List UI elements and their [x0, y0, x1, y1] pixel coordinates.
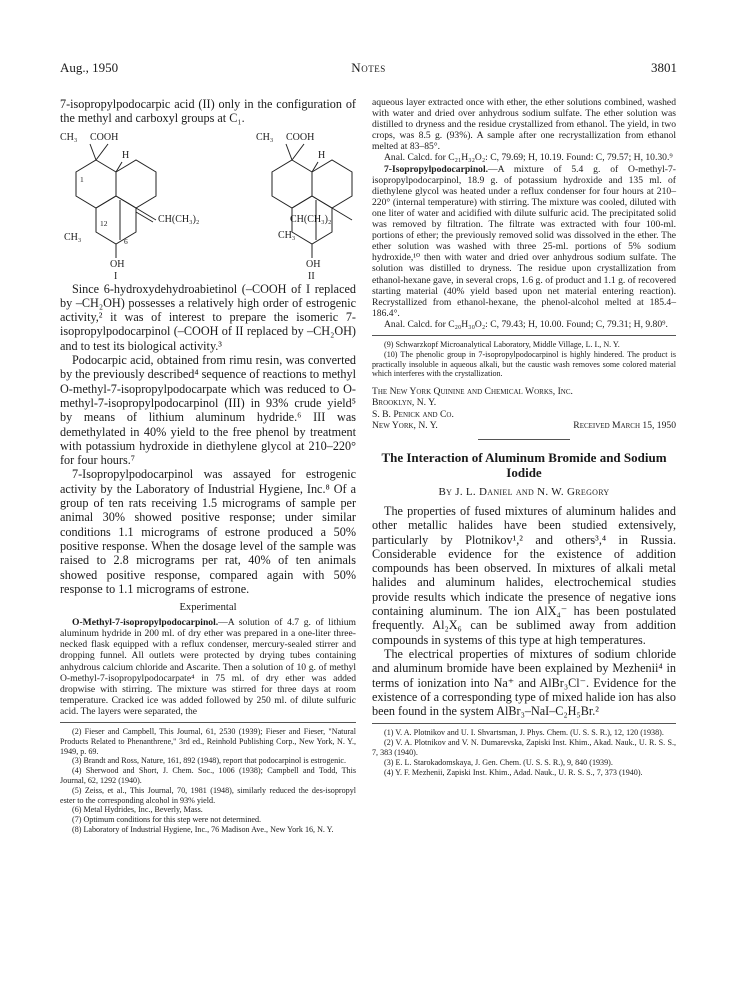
- structure-i-h: H: [122, 149, 130, 161]
- footnotes-left: [60, 727, 356, 835]
- left-column: [60, 97, 356, 835]
- structure-ii-ch3-low: CH₃: [278, 229, 296, 241]
- footnote: (4) Y. F. Mezhenii, Zapiski Inst. Khim., Adad. Nauk., U. R. S. S., 7, 373 (1940).: [384, 767, 643, 777]
- page-header: [60, 60, 677, 76]
- footnote: (3) Brandt and Ross, Nature, 161, 892 (1948), report that podocarpinol is estrogenic.: [72, 756, 347, 766]
- byline: By J. L. Daniel and N. W. Gregory: [438, 485, 610, 498]
- intro-paragraph: 7-isopropylpodocarpic acid (II) only in the configuration of the methyl and carboxyl groups at C₁.: [60, 97, 356, 126]
- footnote: (10) The phenolic group in 7-isopropylpodocarpinol is highly hindered. The product is practically insoluble in aqueous alkali, but the caustic wash removes some colored material which interferes with the crystallization.: [372, 349, 676, 379]
- structure-i-ch3: CH₃: [60, 131, 78, 143]
- structure-i-c6: 6: [124, 236, 128, 246]
- experimental-text-1: —A solution of 4.7 g. of lithium aluminum hydride in 200 ml. of dry ether was prepared in a one-liter three-necked flask equipped with a reflux condenser, mercury-sealed stirrer and dropping funnel. All outlets were protected by drying tubes containing anhydrous calcium chloride and Ascarite. Then a solution of 10 g. of methyl O-methyl-7-isopropylpodocarpate⁴ in 75 ml. of dry ether was added dropwise with stirring. The mixture was stirred for three days at room temperature. Cracked ice was added followed by 250 ml. of dilute sulfuric acid. The layers were separated, the: [60, 617, 356, 717]
- compound-heading-1: O-Methyl-7-isopropylpodocarpinol.: [72, 617, 219, 629]
- compound-heading-2: 7-Isopropylpodocarpinol.: [384, 163, 489, 175]
- footnote: (1) V. A. Plotnikov and U. I. Shvartsman, J. Phys. Chem. (U. S. S. R.), 12, 120 (1938).: [384, 728, 664, 738]
- footnote: (8) Laboratory of Industrial Hygiene, Inc., 76 Madison Ave., New York 16, N. Y.: [72, 824, 334, 834]
- footnote-rule: [372, 723, 676, 724]
- structure-i-c12: 12: [100, 218, 108, 228]
- footnote: (9) Schwarzkopf Microanalytical Laboratory, Middle Village, L. I., N. Y.: [384, 339, 620, 349]
- experimental-paragraph-1: [60, 617, 356, 717]
- structure-ii-ch3: CH₃: [256, 131, 274, 143]
- experimental-text-2: —A mixture of 5.4 g. of O-methyl-7-isopropylpodocarpinol, 18.9 g. of potassium hydroxide and 135 ml. of diethylene glycol was heated under a reflux condenser for four hours at 210–220° (internal temperature) with stirring. The mixture was cooled, diluted with one liter of water and acidified with dilute sulfuric acid. The precipitated solid was removed by filtration. The filtrate was extracted with four 100-ml. portions of ether; the previously removed solid was dissolved in the ether. The ether solution was washed with three 25-ml. portions of 5% sodium hydroxide,¹⁰ then with water and dried over anhydrous sodium sulfate. The solution was distilled to dryness. The residue upon crystallization from ethanol-hexane gave, in several crops, 1.6 g. of product and 1.1 g. of recovered starting material (40% yield based upon net material entering reaction). Recrystallized from ethanol-hexane, the phenol-alcohol melted at 185.4–186.4°.: [372, 163, 676, 319]
- footnote: (3) E. L. Starokadomskaya, J. Gen. Chem. (U. S. S. R.), 9, 840 (1939).: [384, 757, 613, 767]
- affiliation-line: New York, N. Y.: [372, 419, 438, 431]
- article-separator: [478, 439, 570, 440]
- received-date: Received March 15, 1950: [573, 419, 676, 431]
- structure-i-label: I: [114, 270, 118, 282]
- footnote: (6) Metal Hydrides, Inc., Beverly, Mass.: [72, 805, 203, 815]
- footnote-rule: [372, 335, 676, 336]
- footnote: (4) Sherwood and Short, J. Chem. Soc., 1006 (1938); Campbell and Todd, This Journal, 62, 1292 (1940).: [60, 766, 356, 785]
- paragraph-3: 7-Isopropylpodocarpinol was assayed for estrogenic activity by the Laboratory of Industrial Hygiene, Inc.⁸ Of a group of ten rats receiving 1.5 micrograms of sample per animal 30% showed positive response; under similar conditions 1.1 micrograms of estrone produced a 50% positive response. When the dosage level of the sample was raised to 2.8 micrograms per rat, 40% of ten animals showed positive response, compared again with 50% response to 1.1 micrograms of estrone.: [60, 467, 356, 596]
- footnote: (5) Zeiss, et al., This Journal, 70, 1981 (1948), similarly reduced the des-isopropyl ester to the corresponding alcohol in 93% yield.: [60, 785, 356, 805]
- footnote: (7) Optimum conditions for this step were not determined.: [72, 815, 262, 825]
- header-page-number: 3801: [651, 60, 677, 75]
- affiliation-block: [372, 386, 676, 431]
- paragraph-2: Podocarpic acid, obtained from rimu resin, was converted by the previously described⁴ sequence of reactions to methyl O-methyl-7-isopropylpodocarpate which was reduced to O-methyl-7-isopropylpodocarpinol (III) in 93% crude yield⁵ by means of lithium aluminum hydride.⁶ III was demethylated in 40% yield to the free phenol by treatment with potassium hydroxide in diethylene glycol at 210–220° for four hours.⁷: [60, 353, 356, 468]
- affiliation-line: The New York Quinine and Chemical Works, Inc.: [372, 386, 573, 398]
- header-section: Notes: [351, 60, 386, 75]
- structure-i-ring-b: [116, 160, 156, 208]
- analysis-1: Anal. Calcd. for C₂₁H₃₂O₂: C, 79.69; H, 10.19. Found: C, 79.57; H, 10.30.⁹: [384, 152, 673, 164]
- affiliation-line: S. B. Penick and Co.: [372, 408, 454, 420]
- experimental-heading: Experimental: [179, 602, 237, 614]
- right-column: [372, 97, 676, 777]
- article-title: The Interaction of Aluminum Bromide and Sodium Iodide: [381, 449, 667, 480]
- structure-ii-label: II: [308, 270, 315, 282]
- experimental-continued: aqueous layer extracted once with ether, the ether solutions combined, washed with water and dried over anhydrous sodium sulfate. The ether solution was distilled to dryness and the residue crystallized from ethanol. The yield, in two crops, was 8.5 g. (93%). A sample after one recrystallization from ethanol melted at 83–85°.: [372, 97, 676, 153]
- footnote: (2) Fieser and Campbell, This Journal, 61, 2530 (1939); Fieser and Fieser, "Natural Products Related to Phenanthrene," 3rd ed., Reinhold Publishing Corp., New York, N. Y., 1949, p. 69.: [60, 726, 356, 756]
- header-date: Aug., 1950: [60, 60, 119, 75]
- structure-ii-oh: OH: [306, 258, 321, 270]
- affiliation-line: Brooklyn, N. Y.: [372, 397, 437, 409]
- experimental-paragraph-2: [372, 164, 676, 319]
- article-paragraph-2: The electrical properties of mixtures of sodium chloride and aluminum bromide have been explained by Mezhenii⁴ in terms of ionization into Na⁺ and AlBr₃Cl⁻. Evidence for the existence of a corresponding type of mixed halide ion has also been found in the system AlBr₃–NaI–C₂H₅Br.²: [372, 646, 676, 719]
- footnote: (2) V. A. Plotnikov and V. N. Dumarevska, Zapiski Inst. Khim., Akad. Nauk., U. R. S. S., 7, 383 (1940).: [372, 738, 676, 758]
- footnote-rule: [60, 722, 356, 723]
- structure-i-ch3-low: CH₃: [64, 231, 82, 243]
- structure-ii-ring-a: [272, 160, 312, 208]
- structure-ii-h: H: [318, 149, 326, 161]
- structure-i-oh: OH: [110, 258, 125, 270]
- article-paragraph-1: The properties of fused mixtures of aluminum halides and other metallic halides have been studied extensively, particularly by Plotnikov¹,² and others³,⁴ in Russia. Considerable evidence for the existence of addition compounds has been observed. In mixtures of alkali metal halides and aluminum halides, electrochemical studies provide results which indicate the presence of negative ions containing aluminum. The ion AlX₄⁻ has been postulated frequently. Al₂X₆ can be sublimed away from addition compounds in systems of this type at high temperatures.: [372, 503, 676, 647]
- analysis-2: Anal. Calcd. for C₂₀H₃₀O₂: C, 79.43; H, 10.00. Found; C, 79.31; H, 9.80⁹.: [384, 318, 668, 330]
- structure-i-c1: 1: [80, 174, 84, 184]
- paragraph-1: Since 6-hydroxydehydroabietinol (–COOH of I replaced by –CH₂OH) possesses a relatively high order of estrogenic activity,² it was of interest to prepare the isomeric 7-isopropylpodocarpinol (–COOH of II replaced by –CH₂OH) and to test its biological activity.³: [60, 281, 356, 353]
- structure-ii-cooh: COOH: [286, 131, 315, 143]
- structure-i-isopropyl: CH(CH₃)₂: [158, 213, 200, 225]
- structure-ii-isopropyl: CH(CH₃)₂: [290, 213, 332, 225]
- structure-i-cooh: COOH: [90, 131, 119, 143]
- structure-ii-ring-b: [312, 160, 352, 208]
- chemical-structures: [60, 130, 356, 282]
